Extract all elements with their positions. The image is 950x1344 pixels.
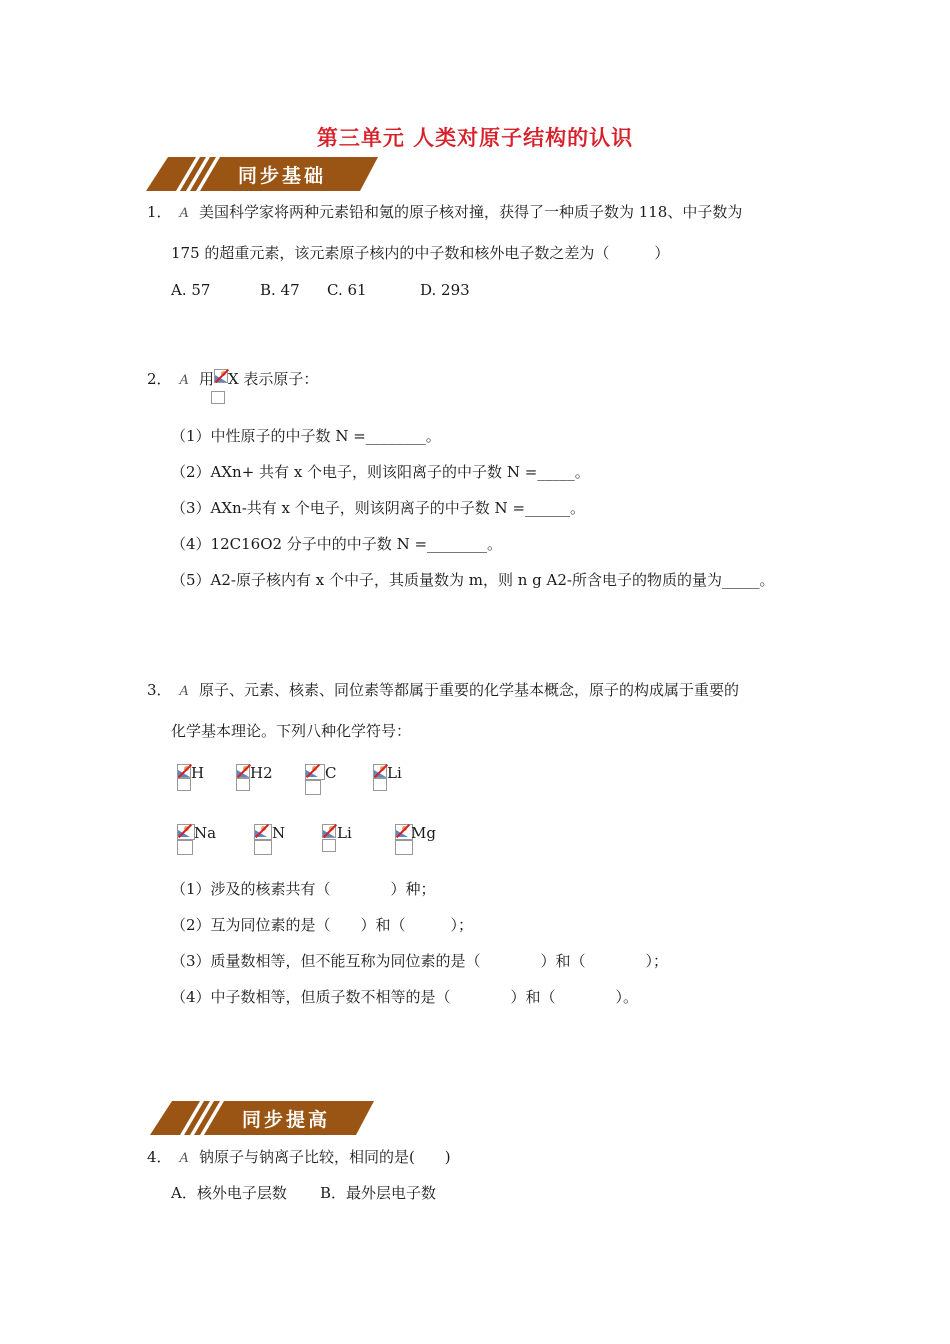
grade-mark-icon: A <box>179 373 189 388</box>
question-2-item-2: （2）AXn+ 共有 x 个电子，则该阳离子的中子数 N =_____。 <box>171 463 590 481</box>
question-1-option-b: B. 47 <box>260 281 300 299</box>
grade-mark-icon: A <box>179 684 189 699</box>
symbol-label: H2 <box>250 764 273 782</box>
symbol-label: Li <box>387 764 402 782</box>
question-text: 原子、元素、核素、同位素等都属于重要的化学基本概念，原子的构成属于重要的 <box>198 681 739 699</box>
symbol-label: Li <box>337 824 352 842</box>
page-title: 第三单元 人类对原子结构的认识 <box>316 125 634 150</box>
question-2-item-5: （5）A2-原子核内有 x 个中子，其质量数为 m，则 n g A2-所含电子的物质的量为_____。 <box>171 571 775 589</box>
question-2-stem <box>147 369 318 391</box>
question-3-item-1: （1）涉及的核素共有（ ）种； <box>171 880 436 898</box>
question-number: 3． <box>147 681 172 699</box>
question-2-item-3: （3）AXn-共有 x 个电子，则该阴离子的中子数 N =______。 <box>171 499 586 517</box>
question-3-item-4: （4）中子数相等，但质子数不相等的是（ ）和（ ）。 <box>171 988 639 1006</box>
question-1-option-d: D. 293 <box>420 281 470 299</box>
question-1-option-c: C. 61 <box>327 281 367 299</box>
question-text: 钠原子与钠离子比较，相同的是( ) <box>198 1148 451 1166</box>
question-1-line-1 <box>147 202 742 224</box>
symbol-label: N <box>272 824 286 842</box>
question-number: 2． <box>147 370 172 388</box>
broken-image-icon <box>236 764 250 778</box>
broken-image-box <box>236 778 250 791</box>
broken-image-box <box>395 840 413 855</box>
broken-image-box <box>211 389 225 408</box>
broken-image-icon <box>177 824 195 840</box>
question-3-item-3: （3）质量数相等，但不能互称为同位素的是（ ）和（ ）； <box>171 952 669 970</box>
question-2-item-4: （4）12C16O2 分子中的中子数 N =________。 <box>171 535 503 553</box>
broken-image-icon <box>305 764 325 780</box>
symbol-label: Mg <box>411 824 436 842</box>
section-banner-advanced <box>150 1101 382 1135</box>
symbol-label: H <box>191 764 205 782</box>
broken-image-box <box>373 778 387 791</box>
broken-image-box <box>254 840 272 855</box>
question-2-item-1: （1）中性原子的中子数 N =________。 <box>171 427 441 445</box>
broken-image-icon <box>373 764 387 778</box>
grade-mark-icon: A <box>179 206 189 221</box>
broken-image-icon <box>177 764 191 778</box>
broken-image-box <box>177 778 191 791</box>
section-title-basic: 同步基础 <box>238 165 327 187</box>
grade-mark-icon: A <box>179 1151 189 1166</box>
question-3-line-2: 化学基本理论。下列八种化学符号： <box>171 722 412 740</box>
broken-image-box <box>177 840 193 855</box>
section-title-advanced: 同步提高 <box>242 1109 331 1131</box>
question-text-lead: 用 <box>198 370 214 388</box>
question-1-line-2: 175 的超重元素，该元素原子核内的中子数和核外电子数之差为（ ） <box>171 244 670 262</box>
question-3-line-1 <box>147 680 739 702</box>
broken-image-box <box>305 780 321 795</box>
question-number: 4． <box>147 1148 172 1166</box>
question-4-option-a: A．核外电子层数 <box>171 1184 287 1202</box>
question-1-option-a: A. 57 <box>171 281 211 299</box>
question-number: 1． <box>147 203 172 221</box>
broken-image-icon <box>254 824 272 840</box>
broken-image-box <box>322 839 336 852</box>
question-4-stem <box>147 1147 451 1169</box>
question-4-option-b: B．最外层电子数 <box>320 1184 437 1202</box>
symbol-label: Na <box>194 824 217 842</box>
question-text: 美国科学家将两种元素铅和氪的原子核对撞，获得了一种质子数为 118、中子数为 <box>198 203 743 221</box>
broken-image-icon <box>214 369 228 383</box>
section-banner-basic <box>146 157 378 191</box>
question-3-item-2: （2）互为同位素的是（ ）和（ ）； <box>171 916 474 934</box>
question-text-tail: X 表示原子： <box>227 370 319 388</box>
symbol-label: C <box>325 764 337 782</box>
broken-image-icon <box>322 824 336 838</box>
